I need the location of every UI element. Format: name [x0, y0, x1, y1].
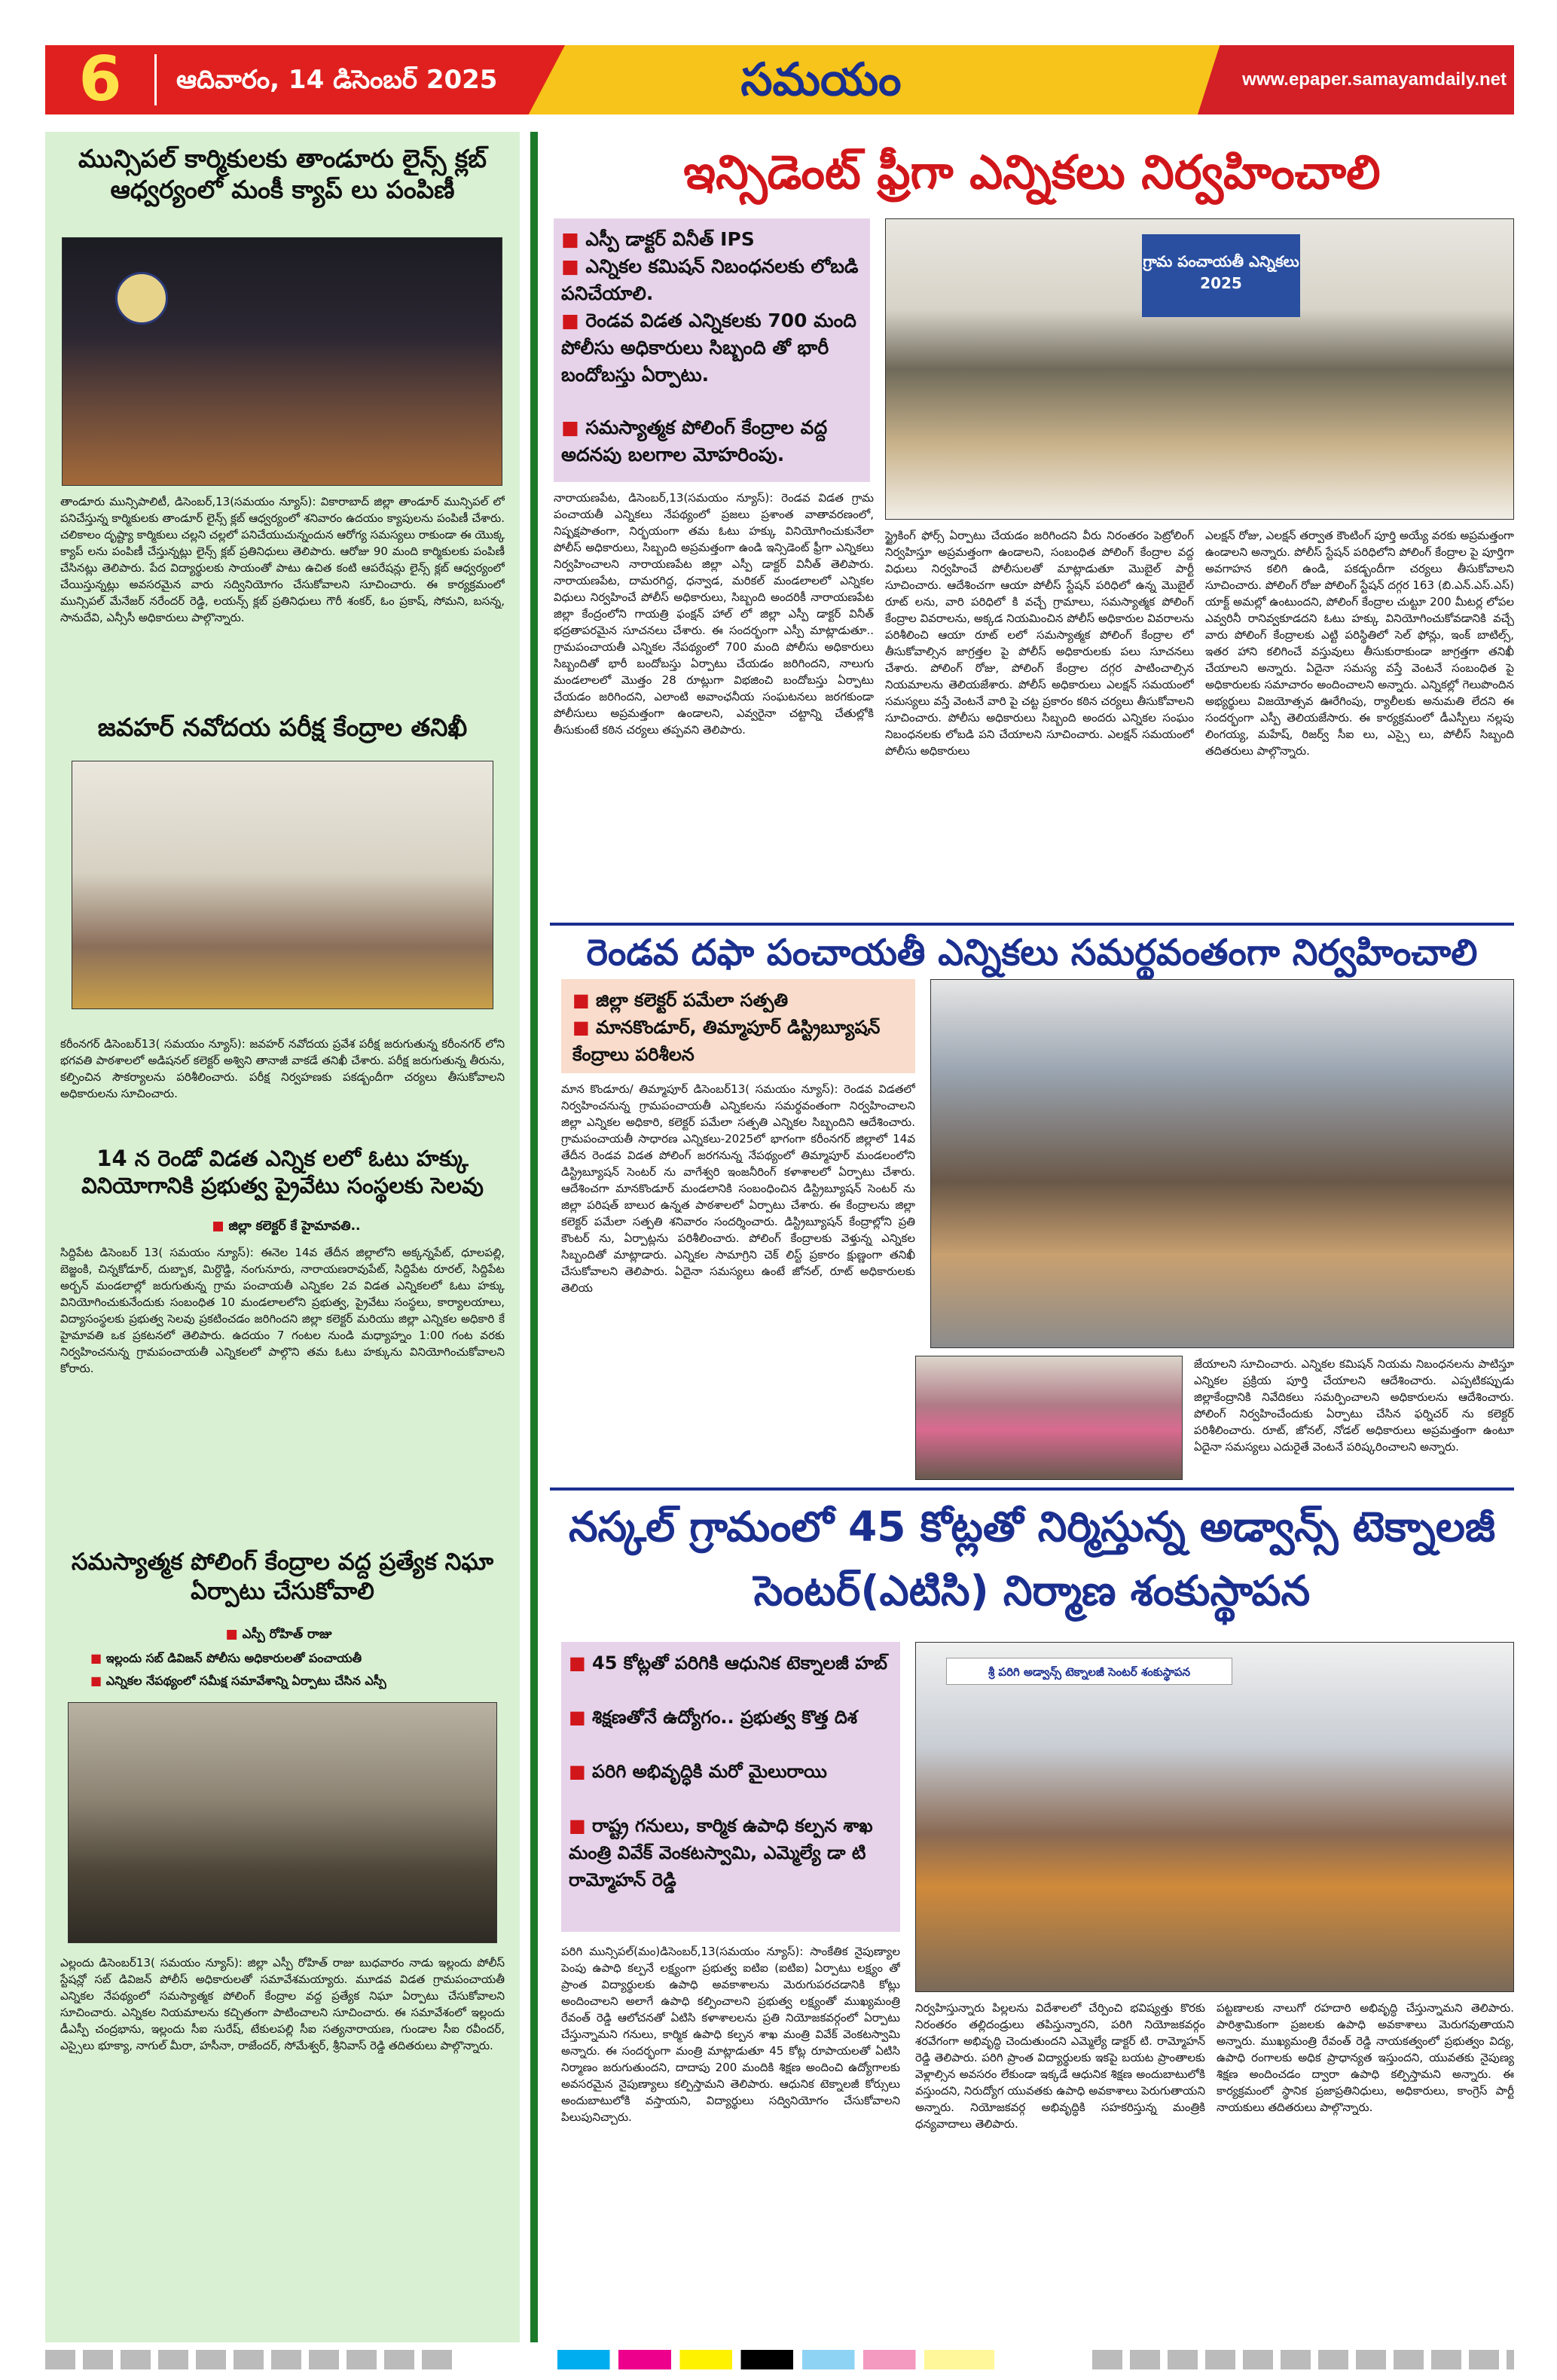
story-body: తాండూరు మున్సిపాలిటీ, డిసెంబర్,13(సమయం న్యూస్): వికారాబాద్ జిల్లా తాండూర్ మున్సిపల్ లో పనిచేస్తున్న కార్మికులకు తాండూర్ లైన్స్ క్లబ్ ఆధ్వర్యంలో శనివారం ఉదయం క్యాపులను పంపిణీ చేశారు. చలికాలం దృష్ట్యా కార్మికులు చల్లని చల్లలో పనిచేయుచున్నందున ఆరోగ్య సమస్యలు రాకుండా ఈ యొక్క క్యాప్ లను పంపిణీ చేస్తున్నట్లు లైన్స్ క్లబ్ ప్రతినిధులు తెలిపారు. ఆరోజు 90 మంది కార్మికులకు పంపిణీ చేసినట్లు తెలిపారు. పేద విద్యార్థులకు సాయంతో పాటు ఉచిత కంటి ఆపరేషన్లు లైన్స్ క్లబ్ ఆధ్వర్యంలో చేయిస్తున్నట్లు అవసరమైన వారు సద్వినియోగం చేసుకోవాలని సూచించారు. ఈ కార్యక్రమంలో మున్సిపల్ మేనేజర్ నరేందర్ రెడ్డి, లయన్స్ క్లబ్ ప్రతినిధులు గౌరీ శంకర్, ఓం ప్రకాష్, సోమని, బసన్న, సానుదేవి, ఎన్సీసీ అధికారులు పాల్గొన్నారు.: [60, 495, 505, 624]
byline-text: ఎస్పీ రోహిత్ రాజు: [242, 1627, 332, 1642]
story-bullet: ■ ఎన్నికల కమిషన్ నిబంధనలకు లోబడి పనిచేయాలి.: [561, 253, 862, 307]
photo-caption: శ్రీ పరిగి అడ్వాన్స్ టెక్నాలజీ సెంటర్ శంకుస్థాపన: [946, 1658, 1232, 1685]
story-bullet: ■ మానకొండూర్, తిమ్మాపూర్ డిస్ట్రిబ్యూషన్ కేంద్రాలు పరిశీలన: [572, 1014, 904, 1068]
lions-emblem-icon: [115, 272, 168, 325]
story-bullet: ■ 45 కోట్లతో పరిగికి ఆధునిక టెక్నాలజీ హబ్: [569, 1649, 893, 1677]
photo-banner: గ్రామ పంచాయతీ ఎన్నికలు 2025: [1142, 234, 1300, 317]
story-headline: మున్సిపల్ కార్మికులకు తాండూరు లైన్స్ క్లబ్ ఆధ్వర్యంలో మంకీ క్యాప్ లు పంపిణీ: [78, 144, 487, 205]
masthead-divider: [154, 54, 157, 105]
story-headline: నస్కల్ గ్రామంలో 45 కోట్లతో నిర్మిస్తున్న అడ్వాన్స్ టెక్నాలజీ సెంటర్(ఎటిసి) నిర్మాణ శంకుస్థాపన: [568, 1503, 1496, 1615]
story-body: జేయాలని సూచించారు. ఎన్నికల కమిషన్ నియమ నిబంధనలను పాటిస్తూ ఎన్నికల ప్రక్రియ పూర్తి చేయాలని ఆదేశించారు. ఎప్పటికప్పుడు జిల్లాకేంద్రానికి నివేదికలు సమర్పించాలని అధికారులను ఆదేశించారు. పోలింగ్ నిర్వహించేందుకు ఏర్పాటు చేసిన ఫర్నిచర్ ను కలెక్టర్ పరిశీలించారు. రూట్, జోనల్, నోడల్ అధికారులు అప్రమత్తంగా ఉంటూ ఏదైనా సమస్యలు ఎదురైతే వెంటనే పరిష్కరించాలని అన్నారు.: [1194, 1357, 1514, 1454]
paper-logo: సమయం: [740, 53, 902, 106]
sp-press-meet-photo: [885, 218, 1514, 520]
bullet-text: ఇల్లందు సబ్ డివిజన్ పోలీసు అధికారులతో పంచాయతీ: [105, 1651, 362, 1665]
story-body: సిద్దిపేట డిసెంబర్ 13( సమయం న్యూస్): ఈనెల 14వ తేదీన జిల్లాలోని అక్కన్నపేట్, ధూలపల్లి, బెజ్జంకి, చిన్నకోడూర్, దుబ్బాక, మిర్దొడ్డి, నంగునూరు, నారాయణరావుపేట్, సిద్దిపేట రూరల్, సిద్దిపేట అర్బన్ మండలాల్లో జరుగుతున్న గ్రామ పంచాయతీ ఎన్నికల 2వ విడత ఎన్నికలలో ఓటు హక్కు వినియోగించుకునేందుకు సంబంధిత 10 మండలాలలోని ప్రభుత్వ, ప్రైవేటు సంస్థలు, కార్యాలయాలు, విద్యాసంస్థలకు ప్రభుత్వ సెలవు ప్రకటించడం జరిగిందని జిల్లా కలెక్టర్ మరియు జిల్లా ఎన్నికల అధికారి కే హైమావతి ఒక ప్రకటనలో తెలిపారు. ఉదయం 7 గంటల నుండి మధ్యాహ్నం 1:00 గంట వరకు నిర్వహించనున్న గ్రామపంచాయతీ ఎన్నికలలో పాల్గొని తమ ఓటు హక్కును వినియోగించుకోవాలని కోరారు.: [60, 1246, 505, 1375]
story-body: పరిగి మున్సిపల్(మం)డిసెంబర్,13(సమయం న్యూస్): సాంకేతిక నైపుణ్యాల పెంపు ఉపాధి కల్పనే లక్ష్యంగా ప్రభుత్వ ఐటిఐ (ఐటిఐ) ఏర్పాటు లక్ష్యం తో ప్రాంత విద్యార్థులకు ఉపాధి అవకాశాలను మెరుగుపరచడానికి కోట్లు అందించాలని అలాగే ఉపాధి కల్పించాలని ప్రభుత్వ లక్ష్యంతో ముఖ్యమంత్రి రేవంత్ రెడ్డి ఆలోచనతో ఏటిసి కళాశాలలను ప్రతి నియోజకవర్గంలో ఏర్పాటు చేస్తున్నామని గనులు, కార్మిక ఉపాధి కల్పన శాఖ మంత్రి వివేక్ వెంకటస్వామి అన్నారు. ఈ సందర్భంగా మంత్రి మాట్లాడుతూ 45 కోట్ల రూపాయలతో ఏటిసి నిర్మాణం జరుగుతుందని, దాదాపు 200 మందికి శిక్షణ అందించి ఉద్యోగాలకు అవసరమైన నైపుణ్యాలు కల్పిస్తామని తెలిపారు. ఆధునిక టెక్నాలజీ కోర్సులు అందుబాటులోకి వస్తాయని, విద్యార్థులు సద్వినియోగం చేసుకోవాలని పిలుపునిచ్చారు.: [561, 1945, 900, 2124]
story-body: నారాయణపేట, డిసెంబర్,13(సమయం న్యూస్): రెండవ విడత గ్రామ పంచాయతీ ఎన్నికలు నేపథ్యంలో ప్రజలు ప్రశాంత వాతావరణంలో, నిష్పక్షపాతంగా, నిర్భయంగా తమ ఓటు హక్కు వినియోగించుకునేలా పోలీస్ అధికారులు, సిబ్బంది అప్రమత్తంగా ఉండి ఇన్సిడెంట్ ఫ్రీగా ఎన్నికలు నిర్వహించాలని నారాయణపేట జిల్లా ఎస్పీ డాక్టర్ వినీత్ తెలిపారు. నారాయణపేట, దామరగిద్ద, ధన్వాడ, మరికల్ మండలాలలో ఎన్నికల విధులు నిర్వహించే పోలీస్ అధికారులు, సిబ్బంది అందరికీ నారాయణపేట జిల్లా కేంద్రంలోని గాయత్రి ఫంక్షన్ హాల్ లో జిల్లా ఎస్పీ డాక్టర్ వినీత్ భద్రతాపరమైన సూచనలు చేశారు. ఈ సందర్భంగా ఎస్పీ మాట్లాడుతూ.. గ్రామపంచాయతీ ఎన్నికల నేపథ్యంలో 700 మంది పోలీసు అధికారులు సిబ్బందితో భారీ బందోబస్తు ఏర్పాటు చేయడం జరిగిందని, నాలుగు మండలాలలో మొత్తం 28 రూట్లుగా విభజించి బందోబస్తు ఏర్పాటు చేయడం జరిగిందని, ఎలాంటి అవాంఛనీయ సంఘటనలు జరగకుండా పోలీసులు అప్రమత్తంగా ఉండాలని, ఎవ్వరైనా చట్టాన్ని చేతుల్లోకి తీసుకుంటే కఠిన చర్యలు తప్పవని తెలిపారు.: [554, 491, 874, 737]
issue-date: ఆదివారం, 14 డిసెంబర్ 2025: [176, 65, 498, 95]
story-body: కరీంనగర్ డిసెంబర్13( సమయం న్యూస్): జవహర్ నవోదయ ప్రవేశ పరీక్ష జరుగుతున్న కరీంనగర్ లోని భగవతి పాఠశాలలో అడిషనల్ కలెక్టర్ అశ్విని తానాజీ వాకడే తనిఖీ చేశారు. పరీక్ష జరుగుతున్న తీరును, కల్పించిన సౌకర్యాలను పరిశీలించారు. పరీక్ష నిర్వహణకు పకడ్బందీగా చర్యలు తీసుకోవాలని అధికారులను సూచించారు.: [60, 1037, 505, 1100]
distribution-center-photo: [930, 979, 1514, 1348]
story-headline: జవహర్ నవోదయ పరీక్ష కేంద్రాల తనిఖీ: [97, 712, 468, 742]
story-bullet: ■ ఎస్పీ డాక్టర్ వినీత్ IPS: [561, 226, 862, 253]
website-link[interactable]: www.epaper.samayamdaily.net: [1242, 69, 1507, 90]
story-bullet: ■ ఇల్లందు సబ్ డివిజన్ పోలీసు అధికారులతో పంచాయతీ: [90, 1651, 362, 1665]
story-bullet: ■ జిల్లా కలెక్టర్ పమేలా సత్పతి: [572, 987, 904, 1014]
story-bullet: ■ రాష్ట్ర గనులు, కార్మిక ఉపాధి కల్పన శాఖ మంత్రి వివేక్ వెంకటస్వామి, ఎమ్మెల్యే డా టి రామ్మోహన్ రెడ్డి: [569, 1812, 893, 1893]
registration-bar-gray: [1092, 2350, 1514, 2369]
lions-club-photo: [62, 237, 502, 486]
story-body: స్ట్రైకింగ్ ఫోర్స్ ఏర్పాటు చేయడం జరిగిందని వీరు నిరంతరం పెట్రోలింగ్ నిర్వహిస్తూ అప్రమత్తంగా ఉండాలని, సంబంధిత పోలింగ్ కేంద్రాల వద్ద విధులు నిర్వహించే పోలీసులతో మాట్లాడుతూ మొబైల్ పార్టీ సూచించారు. ఆదేశించగా ఆయా పోలీస్ స్టేషన్ పరిధిలో ఉన్న మొబైల్ రూట్ లను, వారి పరిధిలో కి వచ్చే గ్రామాలు, సమస్యాత్మక పోలింగ్ కేంద్రాల వివరాలను, అక్కడ నియమించిన పోలీస్ అధికారుల వివరాలను పరిశీలించి ఆయా రూట్ లలో సమస్యాత్మక పోలింగ్ కేంద్రాల లో తీసుకోవాల్సిన జాగ్రత్తల పై పోలీస్ అధికారులకు పలు సూచనలు చేశారు. పోలింగ్ రోజు, పోలింగ్ కేంద్రాల దగ్గర పాటించాల్సిన నియమాలను తెలియజేశారు. పోలీస్ అధికారులు ఎలక్షన్ సమయంలో సమస్యలు వస్తే వెంటనే వారి పై చట్ట ప్రకారం కఠిన చర్యలు తీసుకోవాలని సూచించారు. పోలీసు అధికారులు సిబ్బంది అందరు ఎన్నికల సంఘం నిబంధనలకు లోబడి పని చేయాలని సూచించారు. ఎలక్షన్ సమయంలో పోలీసు అధికారులు: [885, 529, 1194, 758]
story-byline: ■ జిల్లా కలెక్టర్ కే హైమావతి..: [212, 1219, 361, 1234]
story-bullet: ■ శిక్షణతోనే ఉద్యోగం.. ప్రభుత్వ కొత్త దిశ: [569, 1704, 893, 1731]
exam-center-photo: [72, 761, 493, 1009]
story-headline: 14 న రెండో విడత ఎన్నిక లలో ఓటు హక్కు వినియోగానికి ప్రభుత్వ ప్రైవేటు సంస్థలకు సెలవు: [81, 1146, 484, 1199]
story-bullet: ■ సమస్యాత్మక పోలింగ్ కేంద్రాల వద్ద అదనపు బలగాల మోహరింపు.: [561, 414, 862, 468]
section-rule: [550, 1488, 1514, 1491]
story-body: ఎలక్షన్ రోజు, ఎలక్షన్ తర్వాత కౌంటింగ్ పూర్తి అయ్యే వరకు అప్రమత్తంగా ఉండాలని అన్నారు. పోలీస్ స్టేషన్ పరిధిలోని పోలింగ్ కేంద్రాల పై పూర్తిగా అవగాహన కలిగి ఉండి, పకడ్బందీగా చర్యలు తీసుకోవాలని సూచించారు. పోలింగ్ రోజు పోలింగ్ స్టేషన్ దగ్గర 163 (బి.ఎన్.ఎస్.ఎస్) యాక్ట్ అమల్లో ఉంటుందని, పోలింగ్ కేంద్రాల చుట్టూ 200 మీటర్ల లోపల ఎవ్వరినీ రానివ్వకూడదని ఓటు హక్కు వినియోగించుకోవడానికి వచ్చే వారు పోలింగ్ కేంద్రాలకు ఎట్టి పరిస్థితిలో సెల్ ఫోన్లు, ఇంక్ బాటిల్స్, ఇతర హాని కలిగించే వస్తువులు తీసుకురాకుండా జాగ్రత్తగా తనిఖీ చేయాలని అన్నారు. ఏదైనా సమస్య వస్తే వెంటనే సంబంధిత పై అధికారులకు సమాచారం అందించాలని అన్నారు. ఎన్నికల్లో గెలుపొందిన అభ్యర్థులు విజయోత్సవ ఊరేగింపు, ర్యాలీలకు అనుమతి లేదని ఈ సందర్భంగా ఎస్పీ తెలియజేసారు. ఈ కార్యక్రమంలో డీఎస్పీలు నల్లపు లింగయ్య, మహేష్, రిజర్వ్ సీఐ లు, ఎస్సై లు, పోలీస్ సిబ్బంది తదితరులు పాల్గొన్నారు.: [1205, 529, 1514, 758]
story-headline: రెండవ దఫా పంచాయతీ ఎన్నికలు సమర్థవంతంగా నిర్వహించాలి: [586, 932, 1478, 974]
column-rule: [530, 132, 538, 2342]
collector-inspection-photo: [915, 1356, 1183, 1480]
byline-text: జిల్లా కలెక్టర్ కే హైమావతి..: [228, 1219, 361, 1234]
story-body: పట్టణాలకు నాలుగో రహదారి అభివృద్ధి చేస్తున్నామని తెలిపారు. పారిశ్రామికంగా ప్రజలకు ఉపాధి అవకాశాలు మెరుగవుతాయని అన్నారు. ముఖ్యమంత్రి రేవంత్ రెడ్డి నాయకత్వంలో ప్రభుత్వం విద్య, ఉపాధి రంగాలకు అధిక ప్రాధాన్యత ఇస్తుందని, యువతకు నైపుణ్య శిక్షణ అందించడం ద్వారా ఉపాధి కల్పిస్తామని అన్నారు. ఈ కార్యక్రమంలో స్థానిక ప్రజాప్రతినిధులు, అధికారులు, కాంగ్రెస్ పార్టీ నాయకులు తదితరులు పాల్గొన్నారు.: [1217, 2001, 1514, 2114]
registration-bar-color: [557, 2350, 994, 2369]
story-byline: ■ ఎస్పీ రోహిత్ రాజు: [225, 1627, 332, 1642]
section-rule: [550, 923, 1514, 926]
story-bullet: ■ ఎన్నికల నేపథ్యంలో సమీక్ష సమావేశాన్ని ఏర్పాటు చేసిన ఎస్పీ: [90, 1674, 386, 1688]
story-body: నిర్వహిస్తున్నారు పిల్లలను విదేశాలలో చేర్పించి భవిష్యత్తు కొరకు నిరంతరం తల్లిదండ్రులు తపిస్తున్నారని, పరిగి నియోజకవర్గం శరవేగంగా అభివృద్ధి చెందుతుందని ఎమ్మెల్యే డాక్టర్ టి. రామ్మోహన్ రెడ్డి తెలిపారు. పరిగి ప్రాంత విద్యార్థులకు ఇకపై బయట ప్రాంతాలకు వెళ్లాల్సిన అవసరం లేకుండా ఇక్కడే ఆధునిక శిక్షణ అందుబాటులోకి వస్తుందని, నిరుద్యోగ యువతకు ఉపాధి అవకాశాలు పెరుగుతాయని అన్నారు. నియోజకవర్గ అభివృద్ధికి సహకరిస్తున్న మంత్రికి ధన్యవాదాలు తెలిపారు.: [915, 2001, 1205, 2131]
registration-bar-gray: [45, 2350, 452, 2369]
police-meeting-photo: [68, 1702, 497, 1943]
story-bullet: ■ రెండవ విడత ఎన్నికలకు 700 మంది పోలీసు అధికారులు సిబ్బంది తో భారీ బందోబస్తు ఏర్పాటు.: [561, 307, 862, 389]
story-bullet: ■ పరిగి అభివృద్ధికి మరో మైలురాయి: [569, 1758, 893, 1785]
page-number: 6: [78, 44, 122, 115]
story-headline: సమస్యాత్మక పోలింగ్ కేంద్రాల వద్ద ప్రత్యేక నిఘా ఏర్పాటు చేసుకోవాలి: [71, 1549, 494, 1605]
story-headline: ఇన్సిడెంట్ ఫ్రీగా ఎన్నికలు నిర్వహించాలి: [683, 145, 1381, 200]
foundation-stone-photo: [915, 1642, 1514, 1992]
story-body: మాన కొండూరు/ తిమ్మాపూర్ డిసెంబర్13( సమయం న్యూస్): రెండవ విడతలో నిర్వహించనున్న గ్రామపంచాయతీ ఎన్నికలను సమర్థవంతంగా నిర్వహించాలని జిల్లా ఎన్నికల అధికారి, కలెక్టర్ పమేలా సత్పతి ఎన్నికల సిబ్బందిని ఆదేశించారు. గ్రామపంచాయతీ సాధారణ ఎన్నికలు-2025లో భాగంగా కరీంనగర్ జిల్లాలో 14వ తేదీన రెండవ విడత పోలింగ్ జరగనున్న నేపథ్యంలో తిమ్మాపూర్ మండలంలోని డిస్ట్రిబ్యూషన్ సెంటర్ ను వాగేశ్వరి ఇంజనీరింగ్ కళాశాలలో ఏర్పాటు చేశారు. ఆదేశించగా మానకొండూర్ మండలానికి సంబంధించిన డిస్ట్రిబ్యూషన్ సెంటర్ ను జిల్లా పరిషత్ బాలుర ఉన్నత పాఠశాలలో ఏర్పాటు చేశారు. ఈ కేంద్రాలను జిల్లా కలెక్టర్ పమేలా సత్పతి శనివారం సందర్శించారు. డిస్ట్రిబ్యూషన్ కేంద్రాల్లోని ప్రతి కౌంటర్ ను, ఏర్పాట్లను పరిశీలించారు. పోలింగ్ కేంద్రాలకు వెళ్తున్న ఎన్నికల సిబ్బందితో మాట్లాడారు. ఎన్నికల సామాగ్రిని చెక్ లిస్ట్ ప్రకారం క్షుణ్ణంగా తనిఖీ చేసుకోవాలని తెలిపారు. ఏదైనా సమస్యలు ఉంటే జోనల్, రూట్ అధికారులకు తెలియ: [561, 1082, 915, 1295]
story-body: ఎల్లందు డిసెంబర్13( సమయం న్యూస్): జిల్లా ఎస్పీ రోహిత్ రాజు బుధవారం నాడు ఇల్లందు పోలీస్ స్టేషన్లో సబ్ డివిజన్ పోలీస్ అధికారులతో సమావేశమయ్యారు. మూడవ విడత గ్రామపంచాయతీ ఎన్నికల నేపథ్యంలో సమస్యాత్మక పోలింగ్ కేంద్రాల వద్ద ప్రత్యేక నిఘా ఏర్పాటు చేసుకోవాలని సూచించారు. ఎన్నికల నియమాలను కచ్చితంగా పాటించాలని సూచించారు. ఈ సమావేశంలో ఇల్లందు డీఎస్పీ చంద్రభాను, ఇల్లందు సీఐ సురేష్, టేకులపల్లి సీఐ సత్యనారాయణ, గుండాల సీఐ రవీందర్, ఎస్సైలు భూక్యా, నాగుల్ మీరా, హసీనా, రాజేందర్, సోమేశ్వర్, శ్రీనివాస్ రెడ్డి తదితరులు పాల్గొన్నారు.: [60, 1956, 505, 2052]
bullet-text: ఎన్నికల నేపథ్యంలో సమీక్ష సమావేశాన్ని ఏర్పాటు చేసిన ఎస్పీ: [105, 1674, 386, 1688]
